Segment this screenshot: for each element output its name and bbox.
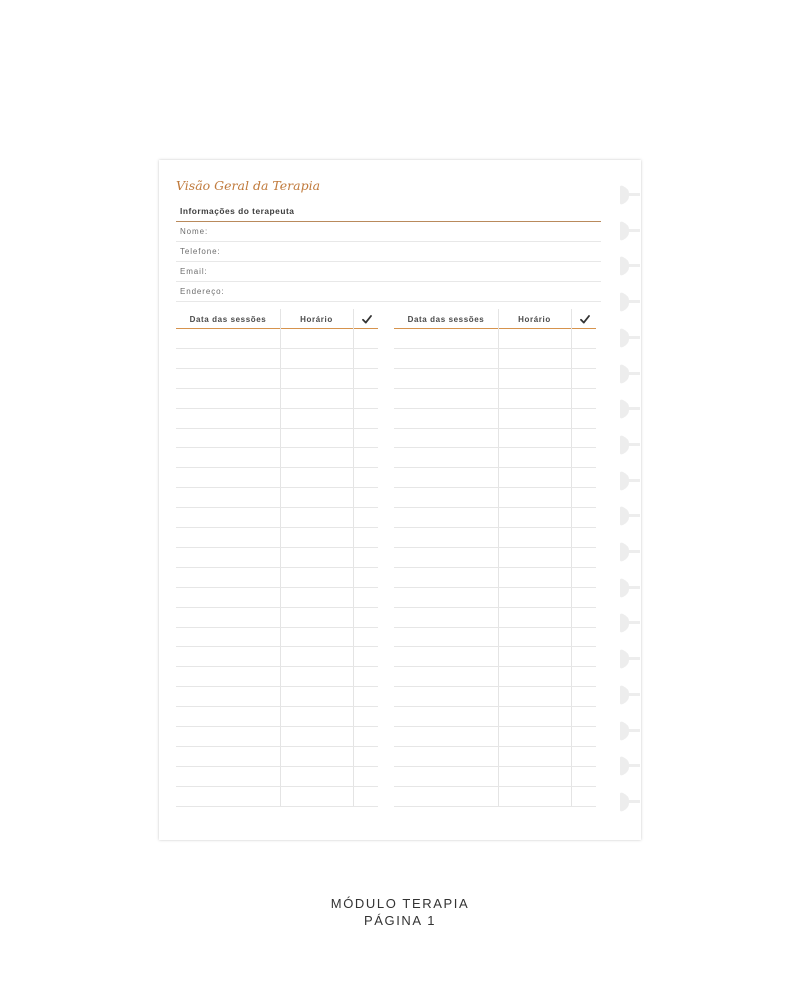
binder-tab xyxy=(620,542,642,562)
checkmark-icon xyxy=(362,315,372,324)
table-row[interactable] xyxy=(176,447,378,448)
binder-tab xyxy=(620,578,642,598)
table-row[interactable] xyxy=(394,487,596,488)
binder-tab xyxy=(620,471,642,491)
binder-tab xyxy=(620,221,642,241)
table-row[interactable] xyxy=(176,666,378,667)
column-header-time: Horário xyxy=(300,315,333,324)
table-row[interactable] xyxy=(176,766,378,767)
table-row[interactable] xyxy=(394,447,596,448)
table-row[interactable] xyxy=(394,408,596,409)
table-row[interactable] xyxy=(176,428,378,429)
table-row[interactable] xyxy=(394,766,596,767)
table-row[interactable] xyxy=(394,547,596,548)
table-row[interactable] xyxy=(176,627,378,628)
table-row[interactable] xyxy=(394,348,596,349)
binder-tab xyxy=(620,328,642,348)
table-row[interactable] xyxy=(394,666,596,667)
column-divider xyxy=(280,309,281,806)
field-email[interactable] xyxy=(176,262,601,282)
table-row[interactable] xyxy=(176,467,378,468)
binder-tab xyxy=(620,506,642,526)
table-row[interactable] xyxy=(394,706,596,707)
table-row[interactable] xyxy=(176,706,378,707)
planner-page xyxy=(159,160,641,840)
table-row[interactable] xyxy=(394,806,596,807)
table-row[interactable] xyxy=(176,587,378,588)
table-row[interactable] xyxy=(394,428,596,429)
table-row[interactable] xyxy=(176,507,378,508)
table-row[interactable] xyxy=(176,388,378,389)
table-row[interactable] xyxy=(394,567,596,568)
table-row[interactable] xyxy=(394,607,596,608)
binder-tab xyxy=(620,613,642,633)
table-row[interactable] xyxy=(176,408,378,409)
sessions-table-header xyxy=(394,309,596,329)
table-row[interactable] xyxy=(394,627,596,628)
page-title: Visão Geral da Terapia xyxy=(176,178,321,193)
table-row[interactable] xyxy=(394,686,596,687)
table-row[interactable] xyxy=(176,527,378,528)
table-row[interactable] xyxy=(394,388,596,389)
table-row[interactable] xyxy=(176,686,378,687)
field-name-label: Nome: xyxy=(180,227,209,236)
binder-disc-tabs xyxy=(620,185,650,825)
field-email-label: Email: xyxy=(180,267,208,276)
column-divider xyxy=(353,309,354,806)
binder-tab xyxy=(620,685,642,705)
checkmark-icon xyxy=(580,315,590,324)
field-phone[interactable] xyxy=(176,242,601,262)
column-header-date: Data das sessões xyxy=(189,315,267,324)
binder-tab xyxy=(620,292,642,312)
therapist-info-heading-label: Informações do terapeuta xyxy=(180,206,295,216)
table-row[interactable] xyxy=(176,607,378,608)
binder-tab xyxy=(620,399,642,419)
binder-tab xyxy=(620,792,642,812)
column-header-time: Horário xyxy=(518,315,551,324)
binder-tab xyxy=(620,721,642,741)
sessions-table-right xyxy=(394,309,596,806)
table-row[interactable] xyxy=(176,368,378,369)
binder-tab xyxy=(620,185,642,205)
sessions-table-left xyxy=(176,309,378,806)
caption-page: PÁGINA 1 xyxy=(363,913,437,928)
table-row[interactable] xyxy=(394,507,596,508)
table-row[interactable] xyxy=(394,726,596,727)
table-row[interactable] xyxy=(176,646,378,647)
field-phone-label: Telefone: xyxy=(180,247,221,256)
table-row[interactable] xyxy=(176,786,378,787)
table-row[interactable] xyxy=(176,487,378,488)
binder-tab xyxy=(620,435,642,455)
table-row[interactable] xyxy=(394,527,596,528)
table-row[interactable] xyxy=(394,368,596,369)
table-row[interactable] xyxy=(176,547,378,548)
column-divider xyxy=(571,309,572,806)
table-row[interactable] xyxy=(176,806,378,807)
binder-tab xyxy=(620,649,642,669)
binder-tab xyxy=(620,256,642,276)
caption-module: MÓDULO TERAPIA xyxy=(330,896,470,911)
binder-tab xyxy=(620,756,642,776)
table-row[interactable] xyxy=(394,646,596,647)
field-name[interactable] xyxy=(176,222,601,242)
table-row[interactable] xyxy=(176,348,378,349)
column-header-date: Data das sessões xyxy=(407,315,485,324)
table-row[interactable] xyxy=(394,746,596,747)
table-row[interactable] xyxy=(394,587,596,588)
field-address-label: Endereço: xyxy=(180,287,225,296)
table-row[interactable] xyxy=(176,567,378,568)
field-address[interactable] xyxy=(176,282,601,302)
therapist-info-heading xyxy=(176,203,601,222)
table-row[interactable] xyxy=(394,467,596,468)
column-divider xyxy=(498,309,499,806)
table-row[interactable] xyxy=(394,786,596,787)
table-row[interactable] xyxy=(176,726,378,727)
table-row[interactable] xyxy=(176,746,378,747)
sessions-table-header xyxy=(176,309,378,329)
binder-tab xyxy=(620,364,642,384)
